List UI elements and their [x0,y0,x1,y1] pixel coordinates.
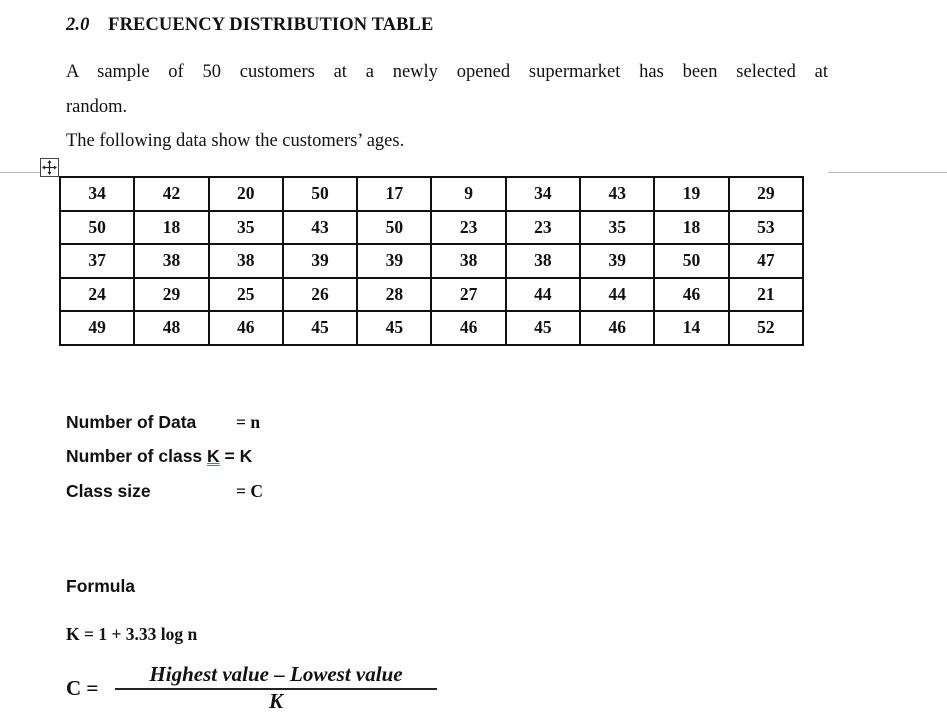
table-cell: 44 [506,278,580,312]
table-cell: 50 [60,211,134,245]
table-cell: 38 [134,244,208,278]
table-row [60,211,803,245]
table-cell: 23 [431,211,505,245]
table-cell: 39 [580,244,654,278]
table-cell: 44 [580,278,654,312]
table-cell: 35 [209,211,283,245]
definition-number-of-class [66,446,252,467]
table-cell: 19 [654,177,728,211]
c-formula-fraction [115,662,437,714]
table-cell: 50 [357,211,431,245]
c-label: Class size [66,481,151,501]
table-cell: 29 [134,278,208,312]
page-rule-left [0,172,40,173]
table-cell: 46 [431,311,505,345]
k-symbol: K [207,446,220,466]
table-cell: 46 [209,311,283,345]
table-cell: 27 [431,278,505,312]
table-cell: 20 [209,177,283,211]
table-cell: 38 [506,244,580,278]
k-value: = K [224,446,253,466]
table-cell: 48 [134,311,208,345]
intro-paragraph-line-2: random. [66,97,128,117]
table-cell: 24 [60,278,134,312]
table-cell: 39 [283,244,357,278]
n-value: = n [236,412,261,432]
customer-ages-table [59,176,804,346]
table-cell: 34 [60,177,134,211]
table-cell: 45 [283,311,357,345]
table-cell: 25 [209,278,283,312]
table-row [60,278,803,312]
definition-number-of-data [66,412,196,433]
table-cell: 50 [654,244,728,278]
table-cell: 46 [580,311,654,345]
k-label: Number of class [66,446,203,466]
table-cell: 18 [134,211,208,245]
page-rule-right [828,172,947,173]
c-formula-denominator: K [268,688,283,713]
table-cell: 45 [506,311,580,345]
c-value: = C [236,481,263,501]
table-cell: 14 [654,311,728,345]
table-cell: 37 [60,244,134,278]
table-cell: 34 [506,177,580,211]
table-cell: 47 [729,244,803,278]
table-cell: 35 [580,211,654,245]
table-cell: 43 [580,177,654,211]
table-move-handle-icon[interactable] [40,158,59,177]
section-number: 2.0 [66,15,90,35]
table-cell: 38 [209,244,283,278]
table-cell: 53 [729,211,803,245]
intro-paragraph-line-1: A sample of 50 customers at a newly opened supermarket has been selected at [66,62,828,82]
table-cell: 23 [506,211,580,245]
table-cell: 18 [654,211,728,245]
formula-heading: Formula [66,576,136,596]
table-cell: 29 [729,177,803,211]
table-cell: 26 [283,278,357,312]
section-title: FRECUENCY DISTRIBUTION TABLE [108,15,434,35]
table-cell: 50 [283,177,357,211]
table-cell: 52 [729,311,803,345]
definition-class-size [66,481,151,502]
table-row [60,177,803,211]
table-cell: 42 [134,177,208,211]
table-row [60,244,803,278]
c-formula-numerator: Highest value – Lowest value [149,662,403,686]
table-row [60,311,803,345]
c-formula-lhs: C = [66,676,99,700]
table-cell: 45 [357,311,431,345]
table-cell: 39 [357,244,431,278]
table-cell: 46 [654,278,728,312]
table-cell: 43 [283,211,357,245]
table-cell: 17 [357,177,431,211]
section-heading [66,15,433,36]
table-cell: 49 [60,311,134,345]
table-cell: 28 [357,278,431,312]
table-cell: 9 [431,177,505,211]
intro-paragraph-line-3: The following data show the customers’ ages. [66,131,405,151]
table-cell: 38 [431,244,505,278]
k-formula: K = 1 + 3.33 log n [66,624,198,644]
n-label: Number of Data [66,412,197,432]
table-cell: 21 [729,278,803,312]
